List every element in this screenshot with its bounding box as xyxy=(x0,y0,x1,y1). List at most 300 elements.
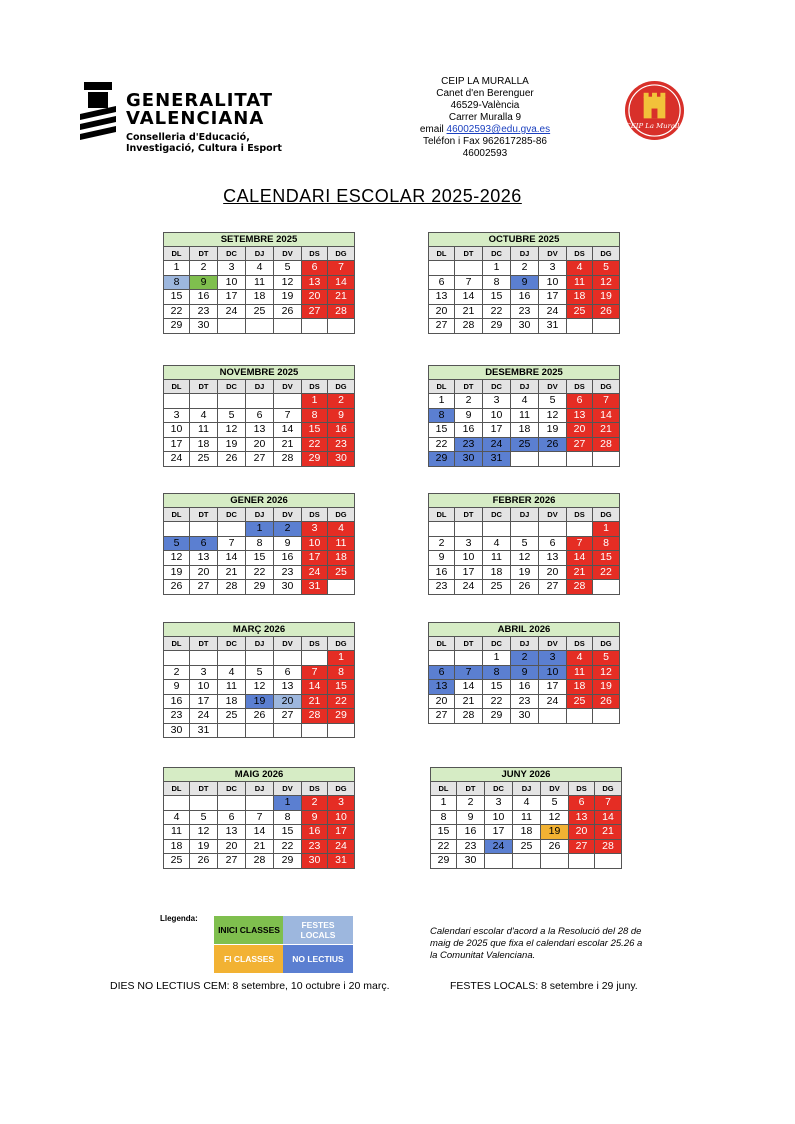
day-cell: 29 xyxy=(483,319,511,334)
day-cell: 16 xyxy=(274,551,302,566)
month-title: MARÇ 2026 xyxy=(164,623,355,637)
day-cell: 27 xyxy=(539,580,567,595)
month-title: ABRIL 2026 xyxy=(429,623,620,637)
day-cell: 21 xyxy=(274,437,302,452)
day-cell: 20 xyxy=(429,304,455,319)
day-cell: 7 xyxy=(328,261,355,276)
day-cell: 13 xyxy=(274,680,302,695)
day-cell: 6 xyxy=(274,665,302,680)
day-cell: 22 xyxy=(593,565,620,580)
dies-no-lectius-text: DIES NO LECTIUS CEM: 8 setembre, 10 octubre i 20 març. xyxy=(110,980,390,992)
day-cell: 1 xyxy=(246,522,274,537)
empty-day-cell xyxy=(246,723,274,738)
day-cell: 24 xyxy=(164,452,190,467)
day-cell: 14 xyxy=(246,825,274,840)
day-cell: 1 xyxy=(164,261,190,276)
empty-day-cell xyxy=(595,854,622,869)
day-cell: 29 xyxy=(483,709,511,724)
day-cell: 14 xyxy=(593,408,620,423)
day-cell: 28 xyxy=(455,709,483,724)
day-cell: 9 xyxy=(429,551,455,566)
day-cell: 7 xyxy=(595,796,622,811)
day-cell: 9 xyxy=(164,680,190,695)
day-cell: 1 xyxy=(328,651,355,666)
day-cell: 12 xyxy=(593,275,620,290)
empty-day-cell xyxy=(483,522,511,537)
day-cell: 17 xyxy=(190,694,218,709)
day-cell: 11 xyxy=(164,825,190,840)
generalitat-name xyxy=(126,92,273,128)
day-cell: 27 xyxy=(302,304,328,319)
empty-day-cell xyxy=(429,522,455,537)
day-cell: 21 xyxy=(455,694,483,709)
empty-day-cell xyxy=(593,319,620,334)
day-cell: 2 xyxy=(455,394,483,409)
day-cell: 30 xyxy=(455,452,483,467)
day-cell: 31 xyxy=(302,580,328,595)
day-cell: 15 xyxy=(302,423,328,438)
day-cell: 5 xyxy=(593,651,620,666)
day-cell: 23 xyxy=(274,565,302,580)
weekday-header: DL xyxy=(429,637,455,651)
email-link[interactable]: 46002593@edu.gva.es xyxy=(446,124,551,135)
weekday-header: DJ xyxy=(511,380,539,394)
day-cell: 12 xyxy=(274,275,302,290)
day-cell: 30 xyxy=(164,723,190,738)
weekday-header: DJ xyxy=(246,247,274,261)
day-cell: 31 xyxy=(328,854,355,869)
day-cell: 8 xyxy=(431,810,457,825)
day-cell: 30 xyxy=(511,319,539,334)
day-cell: 27 xyxy=(274,709,302,724)
weekday-header: DT xyxy=(457,782,485,796)
month-calendar xyxy=(163,493,355,595)
empty-day-cell xyxy=(246,796,274,811)
weekday-header: DG xyxy=(593,380,620,394)
weekday-header: DL xyxy=(429,247,455,261)
festes-locals-text: FESTES LOCALS: 8 setembre i 29 juny. xyxy=(450,980,638,992)
day-cell: 24 xyxy=(218,304,246,319)
conselleria-line: Conselleria d'Educació, xyxy=(126,132,250,143)
day-cell: 18 xyxy=(513,825,541,840)
school-phone: Teléfon i Fax 962617285-86 xyxy=(423,136,547,147)
weekday-header: DV xyxy=(539,247,567,261)
weekday-header: DC xyxy=(218,782,246,796)
weekday-header: DT xyxy=(190,637,218,651)
day-cell: 14 xyxy=(302,680,328,695)
day-cell: 5 xyxy=(218,408,246,423)
day-cell: 19 xyxy=(541,825,569,840)
weekday-header: DG xyxy=(593,247,620,261)
day-cell: 15 xyxy=(328,680,355,695)
month-calendar xyxy=(430,767,622,869)
weekday-header: DT xyxy=(190,508,218,522)
weekday-header: DL xyxy=(429,380,455,394)
day-cell: 2 xyxy=(511,261,539,276)
email-label: email xyxy=(419,124,447,135)
day-cell: 3 xyxy=(485,796,513,811)
day-cell: 28 xyxy=(302,709,328,724)
day-cell: 25 xyxy=(567,304,593,319)
day-cell: 22 xyxy=(302,437,328,452)
day-cell: 8 xyxy=(274,810,302,825)
weekday-header: DS xyxy=(302,380,328,394)
day-cell: 10 xyxy=(302,536,328,551)
day-cell: 12 xyxy=(190,825,218,840)
day-cell: 23 xyxy=(190,304,218,319)
weekday-header: DG xyxy=(593,508,620,522)
day-cell: 15 xyxy=(246,551,274,566)
empty-day-cell xyxy=(569,854,595,869)
empty-day-cell xyxy=(164,651,190,666)
day-cell: 7 xyxy=(246,810,274,825)
day-cell: 18 xyxy=(190,437,218,452)
day-cell: 2 xyxy=(457,796,485,811)
day-cell: 26 xyxy=(511,580,539,595)
day-cell: 2 xyxy=(511,651,539,666)
weekday-header: DL xyxy=(164,508,190,522)
day-cell: 19 xyxy=(593,290,620,305)
empty-day-cell xyxy=(485,854,513,869)
weekday-header: DV xyxy=(539,508,567,522)
day-cell: 27 xyxy=(429,319,455,334)
day-cell: 13 xyxy=(246,423,274,438)
day-cell: 5 xyxy=(541,796,569,811)
weekday-header: DT xyxy=(455,637,483,651)
empty-day-cell xyxy=(455,522,483,537)
day-cell: 6 xyxy=(539,536,567,551)
empty-day-cell xyxy=(541,854,569,869)
day-cell: 6 xyxy=(302,261,328,276)
day-cell: 18 xyxy=(218,694,246,709)
day-cell: 10 xyxy=(539,665,567,680)
day-cell: 7 xyxy=(455,665,483,680)
day-cell: 17 xyxy=(485,825,513,840)
day-cell: 9 xyxy=(511,665,539,680)
month-title: MAIG 2026 xyxy=(164,768,355,782)
day-cell: 16 xyxy=(511,680,539,695)
day-cell: 6 xyxy=(218,810,246,825)
day-cell: 13 xyxy=(218,825,246,840)
day-cell: 22 xyxy=(164,304,190,319)
empty-day-cell xyxy=(567,319,593,334)
day-cell: 8 xyxy=(593,536,620,551)
empty-day-cell xyxy=(274,394,302,409)
empty-day-cell xyxy=(190,651,218,666)
weekday-header: DG xyxy=(328,508,355,522)
day-cell: 19 xyxy=(246,694,274,709)
weekday-header: DS xyxy=(567,380,593,394)
day-cell: 21 xyxy=(455,304,483,319)
day-cell: 14 xyxy=(455,290,483,305)
weekday-header: DC xyxy=(218,380,246,394)
month-title: DESEMBRE 2025 xyxy=(429,366,620,380)
day-cell: 17 xyxy=(218,290,246,305)
empty-day-cell xyxy=(328,580,355,595)
day-cell: 31 xyxy=(483,452,511,467)
weekday-header: DC xyxy=(218,508,246,522)
day-cell: 17 xyxy=(539,290,567,305)
empty-day-cell xyxy=(164,522,190,537)
day-cell: 20 xyxy=(274,694,302,709)
day-cell: 28 xyxy=(593,437,620,452)
day-cell: 4 xyxy=(218,665,246,680)
weekday-header: DT xyxy=(190,782,218,796)
day-cell: 11 xyxy=(513,810,541,825)
day-cell: 22 xyxy=(429,437,455,452)
school-line: 46529-València xyxy=(450,100,520,111)
day-cell: 9 xyxy=(302,810,328,825)
day-cell: 1 xyxy=(274,796,302,811)
day-cell: 19 xyxy=(164,565,190,580)
day-cell: 1 xyxy=(431,796,457,811)
weekday-header: DS xyxy=(302,247,328,261)
day-cell: 19 xyxy=(511,565,539,580)
day-cell: 3 xyxy=(539,651,567,666)
day-cell: 7 xyxy=(302,665,328,680)
day-cell: 17 xyxy=(302,551,328,566)
day-cell: 24 xyxy=(485,839,513,854)
day-cell: 18 xyxy=(567,680,593,695)
empty-day-cell xyxy=(302,319,328,334)
day-cell: 18 xyxy=(567,290,593,305)
day-cell: 3 xyxy=(483,394,511,409)
school-logo-icon xyxy=(623,79,686,142)
school-line: Carrer Muralla 9 xyxy=(448,112,522,123)
day-cell: 27 xyxy=(246,452,274,467)
day-cell: 27 xyxy=(429,709,455,724)
day-cell: 15 xyxy=(483,290,511,305)
day-cell: 19 xyxy=(274,290,302,305)
month-calendar xyxy=(428,232,620,334)
day-cell: 14 xyxy=(274,423,302,438)
day-cell: 28 xyxy=(567,580,593,595)
day-cell: 7 xyxy=(455,275,483,290)
weekday-header: DV xyxy=(274,782,302,796)
day-cell: 9 xyxy=(328,408,355,423)
weekday-header: DT xyxy=(455,380,483,394)
empty-day-cell xyxy=(246,651,274,666)
weekday-header: DL xyxy=(429,508,455,522)
day-cell: 17 xyxy=(328,825,355,840)
day-cell: 16 xyxy=(455,423,483,438)
day-cell: 1 xyxy=(483,651,511,666)
day-cell: 8 xyxy=(328,665,355,680)
day-cell: 24 xyxy=(539,694,567,709)
day-cell: 14 xyxy=(455,680,483,695)
empty-day-cell xyxy=(567,452,593,467)
day-cell: 5 xyxy=(539,394,567,409)
day-cell: 4 xyxy=(513,796,541,811)
day-cell: 30 xyxy=(328,452,355,467)
empty-day-cell xyxy=(539,709,567,724)
empty-day-cell xyxy=(274,319,302,334)
day-cell: 20 xyxy=(246,437,274,452)
weekday-header: DS xyxy=(302,508,328,522)
gva-name-line: GENERALITAT xyxy=(126,90,274,111)
day-cell: 30 xyxy=(274,580,302,595)
empty-day-cell xyxy=(511,522,539,537)
day-cell: 26 xyxy=(539,437,567,452)
weekday-header: DS xyxy=(302,637,328,651)
day-cell: 7 xyxy=(274,408,302,423)
empty-day-cell xyxy=(429,651,455,666)
day-cell: 28 xyxy=(246,854,274,869)
day-cell: 12 xyxy=(246,680,274,695)
day-cell: 15 xyxy=(164,290,190,305)
day-cell: 21 xyxy=(328,290,355,305)
day-cell: 15 xyxy=(274,825,302,840)
weekday-header: DV xyxy=(274,247,302,261)
day-cell: 14 xyxy=(567,551,593,566)
day-cell: 21 xyxy=(246,839,274,854)
day-cell: 25 xyxy=(190,452,218,467)
day-cell: 2 xyxy=(190,261,218,276)
weekday-header: DC xyxy=(218,247,246,261)
day-cell: 1 xyxy=(302,394,328,409)
legend-inici-classes: INICI CLASSES xyxy=(214,916,284,944)
day-cell: 6 xyxy=(429,665,455,680)
day-cell: 9 xyxy=(274,536,302,551)
legend-fi-classes: FI CLASSES xyxy=(214,945,284,973)
month-title: GENER 2026 xyxy=(164,494,355,508)
day-cell: 20 xyxy=(429,694,455,709)
day-cell: 14 xyxy=(218,551,246,566)
weekday-header: DT xyxy=(455,508,483,522)
day-cell: 25 xyxy=(328,565,355,580)
day-cell: 19 xyxy=(593,680,620,695)
day-cell: 3 xyxy=(164,408,190,423)
month-title: JUNY 2026 xyxy=(431,768,622,782)
day-cell: 8 xyxy=(483,275,511,290)
day-cell: 11 xyxy=(328,536,355,551)
day-cell: 22 xyxy=(483,304,511,319)
month-title: OCTUBRE 2025 xyxy=(429,233,620,247)
weekday-header: DG xyxy=(593,637,620,651)
month-title: NOVEMBRE 2025 xyxy=(164,366,355,380)
day-cell: 12 xyxy=(511,551,539,566)
empty-day-cell xyxy=(513,854,541,869)
weekday-header: DJ xyxy=(246,782,274,796)
day-cell: 23 xyxy=(511,304,539,319)
day-cell: 25 xyxy=(513,839,541,854)
resolution-note: Calendari escolar d'acord a la Resolució del 28 de maig de 2025 que fixa el calendari escolar 25.26 a la Comunitat Valenciana. xyxy=(430,926,643,961)
day-cell: 24 xyxy=(483,437,511,452)
day-cell: 16 xyxy=(164,694,190,709)
day-cell: 6 xyxy=(569,796,595,811)
day-cell: 17 xyxy=(483,423,511,438)
day-cell: 13 xyxy=(190,551,218,566)
day-cell: 23 xyxy=(457,839,485,854)
month-calendar xyxy=(163,232,355,334)
day-cell: 10 xyxy=(539,275,567,290)
day-cell: 28 xyxy=(274,452,302,467)
empty-day-cell xyxy=(218,319,246,334)
weekday-header: DC xyxy=(483,637,511,651)
empty-day-cell xyxy=(274,651,302,666)
legend-no-lectius: NO LECTIUS xyxy=(283,945,353,973)
day-cell: 24 xyxy=(328,839,355,854)
day-cell: 11 xyxy=(511,408,539,423)
day-cell: 18 xyxy=(246,290,274,305)
day-cell: 17 xyxy=(455,565,483,580)
day-cell: 5 xyxy=(593,261,620,276)
day-cell: 30 xyxy=(190,319,218,334)
day-cell: 13 xyxy=(567,408,593,423)
empty-day-cell xyxy=(190,394,218,409)
weekday-header: DG xyxy=(595,782,622,796)
empty-day-cell xyxy=(511,452,539,467)
weekday-header: DC xyxy=(483,508,511,522)
day-cell: 18 xyxy=(511,423,539,438)
conselleria-line: Investigació, Cultura i Esport xyxy=(126,143,282,154)
conselleria-name xyxy=(126,132,282,154)
day-cell: 5 xyxy=(274,261,302,276)
empty-day-cell xyxy=(455,651,483,666)
empty-day-cell xyxy=(593,452,620,467)
day-cell: 13 xyxy=(569,810,595,825)
day-cell: 18 xyxy=(328,551,355,566)
day-cell: 13 xyxy=(429,680,455,695)
school-line: Canet d'en Berenguer xyxy=(436,88,534,99)
day-cell: 16 xyxy=(190,290,218,305)
weekday-header: DG xyxy=(328,380,355,394)
day-cell: 18 xyxy=(483,565,511,580)
weekday-header: DV xyxy=(274,508,302,522)
day-cell: 1 xyxy=(429,394,455,409)
day-cell: 25 xyxy=(164,854,190,869)
day-cell: 23 xyxy=(328,437,355,452)
day-cell: 2 xyxy=(274,522,302,537)
day-cell: 16 xyxy=(457,825,485,840)
day-cell: 23 xyxy=(511,694,539,709)
weekday-header: DV xyxy=(274,637,302,651)
empty-day-cell xyxy=(164,796,190,811)
day-cell: 4 xyxy=(190,408,218,423)
weekday-header: DT xyxy=(455,247,483,261)
weekday-header: DL xyxy=(164,380,190,394)
day-cell: 8 xyxy=(483,665,511,680)
weekday-header: DJ xyxy=(246,508,274,522)
day-cell: 12 xyxy=(218,423,246,438)
day-cell: 6 xyxy=(567,394,593,409)
day-cell: 22 xyxy=(328,694,355,709)
day-cell: 2 xyxy=(302,796,328,811)
generalitat-emblem-icon xyxy=(78,80,118,144)
empty-day-cell xyxy=(164,394,190,409)
day-cell: 29 xyxy=(274,854,302,869)
day-cell: 29 xyxy=(164,319,190,334)
legend-festes-locals: FESTES LOCALS xyxy=(283,916,353,944)
empty-day-cell xyxy=(567,709,593,724)
day-cell: 24 xyxy=(539,304,567,319)
day-cell: 21 xyxy=(302,694,328,709)
month-calendar xyxy=(163,622,355,738)
day-cell: 28 xyxy=(455,319,483,334)
day-cell: 3 xyxy=(190,665,218,680)
day-cell: 26 xyxy=(190,854,218,869)
day-cell: 16 xyxy=(429,565,455,580)
day-cell: 10 xyxy=(483,408,511,423)
day-cell: 23 xyxy=(429,580,455,595)
day-cell: 29 xyxy=(431,854,457,869)
day-cell: 31 xyxy=(190,723,218,738)
day-cell: 19 xyxy=(218,437,246,452)
day-cell: 25 xyxy=(218,709,246,724)
day-cell: 22 xyxy=(274,839,302,854)
day-cell: 5 xyxy=(511,536,539,551)
day-cell: 11 xyxy=(567,665,593,680)
